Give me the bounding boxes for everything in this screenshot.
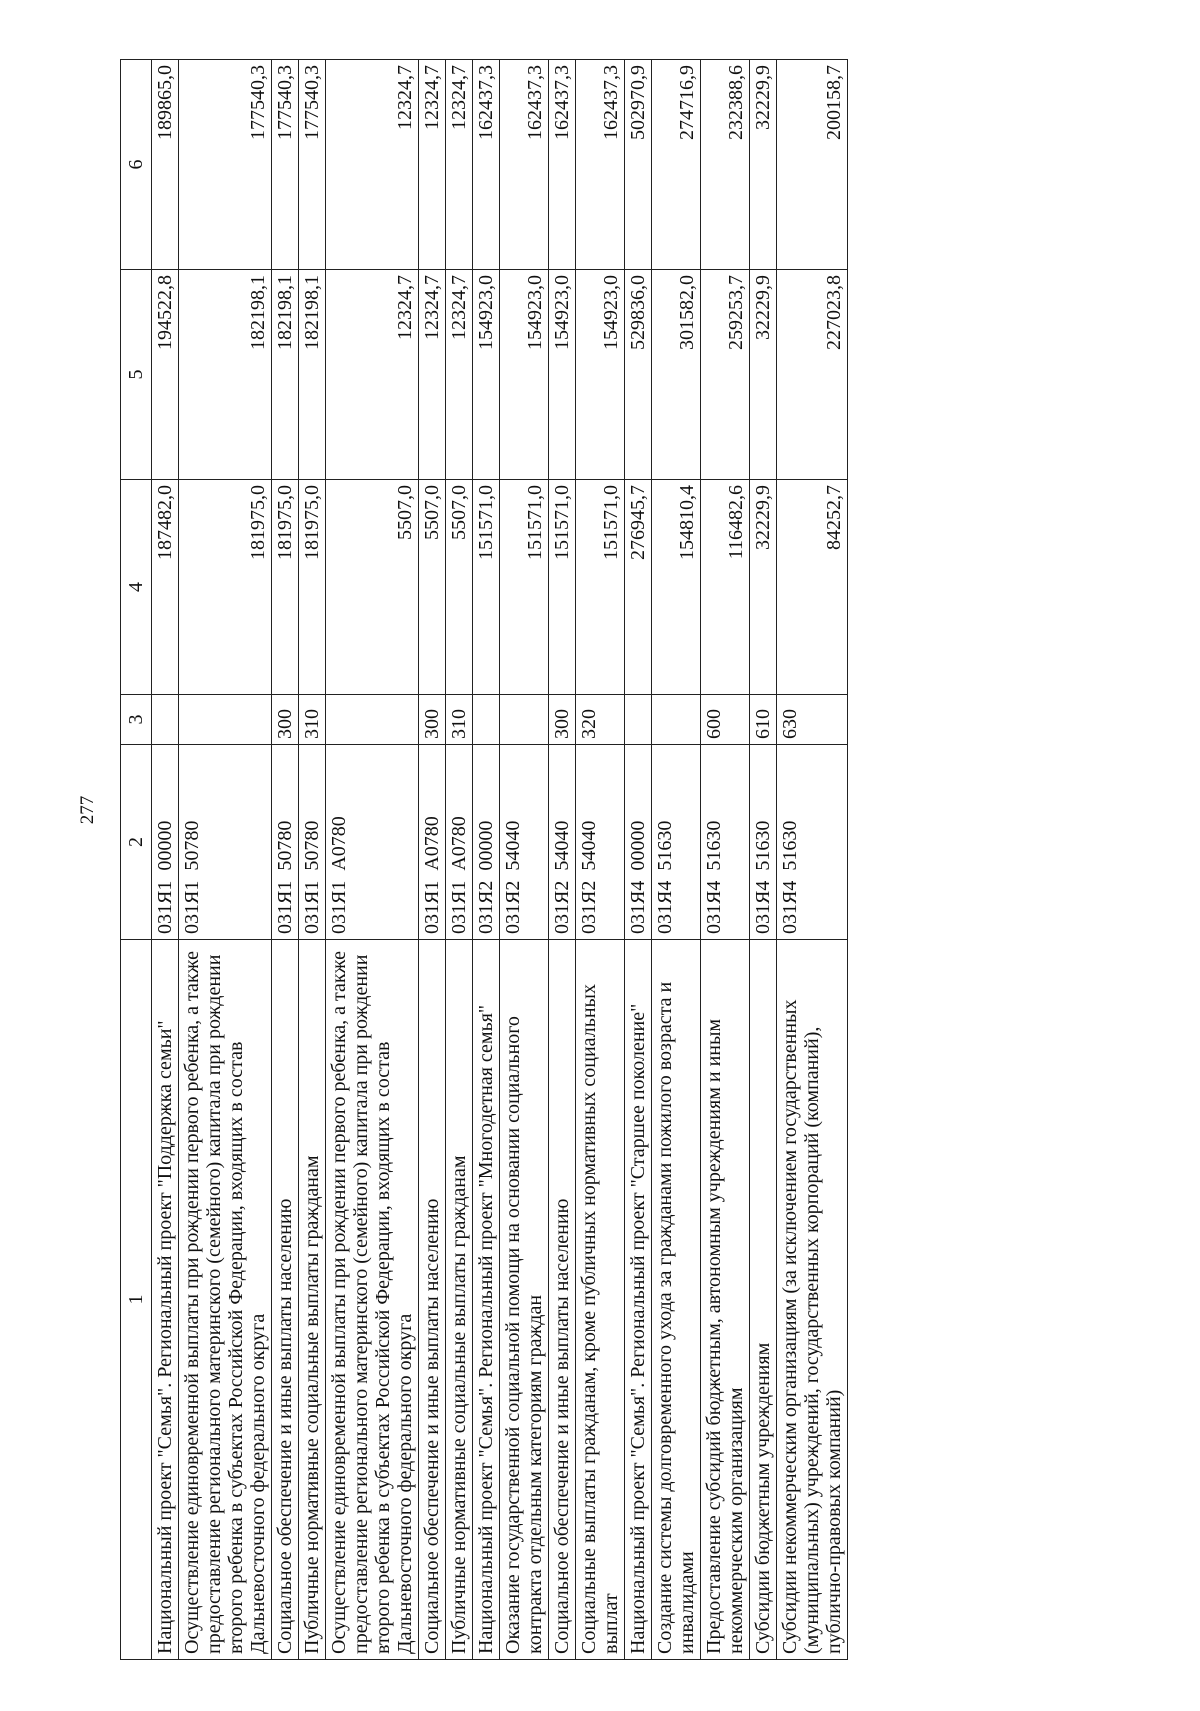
row-value-col6: 177540,3 — [272, 60, 299, 270]
row-value-col4: 154810,4 — [652, 480, 701, 695]
row-value-col6: 12324,7 — [419, 60, 446, 270]
row-value-col6: 12324,7 — [326, 60, 419, 270]
row-name: Осуществление единовременной выплаты при рождении первого ребенка, а также предоставление регионального материнского (семейного) капитала при рождении второго ребенка в субъектах Российской Федерации, входящих в состав Дальневосточного федерального округа — [326, 940, 419, 1660]
table-row — [500, 60, 549, 1660]
row-value-col6: 12324,7 — [446, 60, 473, 270]
row-target-code: 031Я1 50780 — [299, 745, 326, 940]
row-value-col5: 182198,1 — [179, 270, 272, 480]
row-target-code: 031Я2 54040 — [500, 745, 549, 940]
row-expense-type: 630 — [777, 695, 848, 745]
row-expense-type — [179, 695, 272, 745]
row-target-code: 031Я4 51630 — [750, 745, 777, 940]
row-value-col4: 181975,0 — [179, 480, 272, 695]
row-target-code: 031Я1 А0780 — [326, 745, 419, 940]
row-target-code: 031Я2 54040 — [549, 745, 576, 940]
row-value-col5: 154923,0 — [549, 270, 576, 480]
row-value-col4: 5507,0 — [326, 480, 419, 695]
table-row — [179, 60, 272, 1660]
row-value-col6: 232388,6 — [701, 60, 750, 270]
row-target-code: 031Я2 54040 — [576, 745, 625, 940]
row-expense-type: 300 — [419, 695, 446, 745]
col-header-3: 3 — [121, 695, 152, 745]
row-expense-type: 310 — [299, 695, 326, 745]
row-name: Социальное обеспечение и иные выплаты населению — [549, 940, 576, 1660]
row-value-col4: 151571,0 — [473, 480, 500, 695]
row-value-col5: 154923,0 — [473, 270, 500, 480]
row-value-col4: 116482,6 — [701, 480, 750, 695]
row-expense-type: 320 — [576, 695, 625, 745]
header-row — [121, 60, 152, 1660]
table-row — [473, 60, 500, 1660]
row-expense-type: 600 — [701, 695, 750, 745]
row-value-col6: 502970,9 — [625, 60, 652, 270]
row-expense-type: 300 — [549, 695, 576, 745]
table-row — [326, 60, 419, 1660]
row-name: Национальный проект "Семья". Региональный проект "Поддержка семьи" — [152, 940, 179, 1660]
row-expense-type: 310 — [446, 695, 473, 745]
table-row — [777, 60, 848, 1660]
table-row — [299, 60, 326, 1660]
row-expense-type — [326, 695, 419, 745]
row-value-col5: 182198,1 — [272, 270, 299, 480]
budget-table-container — [120, 60, 1080, 1660]
table-row — [152, 60, 179, 1660]
row-target-code: 031Я1 00000 — [152, 745, 179, 940]
row-name: Национальный проект "Семья". Региональный проект "Многодетная семья" — [473, 940, 500, 1660]
row-name: Публичные нормативные социальные выплаты гражданам — [299, 940, 326, 1660]
row-value-col5: 301582,0 — [652, 270, 701, 480]
row-value-col6: 200158,7 — [777, 60, 848, 270]
row-name: Национальный проект "Семья". Региональный проект "Старшее поколение" — [625, 940, 652, 1660]
col-header-6: 6 — [121, 60, 152, 270]
row-value-col6: 162437,3 — [473, 60, 500, 270]
row-value-col4: 181975,0 — [272, 480, 299, 695]
col-header-4: 4 — [121, 480, 152, 695]
table-row — [652, 60, 701, 1660]
row-name: Социальное обеспечение и иные выплаты населению — [419, 940, 446, 1660]
row-expense-type — [473, 695, 500, 745]
budget-table — [120, 59, 848, 1660]
row-value-col6: 162437,3 — [549, 60, 576, 270]
page-number: 277 — [77, 795, 98, 825]
row-target-code: 031Я1 50780 — [179, 745, 272, 940]
row-value-col6: 177540,3 — [179, 60, 272, 270]
row-value-col6: 189865,0 — [152, 60, 179, 270]
table-body — [152, 60, 848, 1660]
row-value-col5: 154923,0 — [500, 270, 549, 480]
row-target-code: 031Я1 А0780 — [419, 745, 446, 940]
row-name: Социальное обеспечение и иные выплаты населению — [272, 940, 299, 1660]
row-expense-type — [625, 695, 652, 745]
row-name: Субсидии бюджетным учреждениям — [750, 940, 777, 1660]
row-target-code: 031Я4 51630 — [652, 745, 701, 940]
table-row — [419, 60, 446, 1660]
row-target-code: 031Я1 А0780 — [446, 745, 473, 940]
row-value-col4: 181975,0 — [299, 480, 326, 695]
table-row — [549, 60, 576, 1660]
row-value-col5: 194522,8 — [152, 270, 179, 480]
row-value-col5: 32229,9 — [750, 270, 777, 480]
row-name: Осуществление единовременной выплаты при рождении первого ребенка, а также предоставление регионального материнского (семейного) капитала при рождении второго ребенка в субъектах Российской Федерации, входящих в состав Дальневосточного федерального округа — [179, 940, 272, 1660]
row-value-col5: 259253,7 — [701, 270, 750, 480]
col-header-2: 2 — [121, 745, 152, 940]
row-target-code: 031Я4 00000 — [625, 745, 652, 940]
row-name: Предоставление субсидий бюджетным, автономным учреждениям и иным некоммерческим организациям — [701, 940, 750, 1660]
row-value-col5: 529836,0 — [625, 270, 652, 480]
row-value-col4: 5507,0 — [419, 480, 446, 695]
row-value-col5: 12324,7 — [419, 270, 446, 480]
table-row — [272, 60, 299, 1660]
table-row — [701, 60, 750, 1660]
row-name: Субсидии некоммерческим организациям (за исключением государственных (муниципальных) учреждений, государственных корпораций (компаний), публично-правовых компаний) — [777, 940, 848, 1660]
row-name: Публичные нормативные социальные выплаты гражданам — [446, 940, 473, 1660]
row-value-col6: 177540,3 — [299, 60, 326, 270]
row-target-code: 031Я4 51630 — [777, 745, 848, 940]
table-row — [625, 60, 652, 1660]
row-value-col6: 162437,3 — [500, 60, 549, 270]
row-name: Создание системы долговременного ухода за гражданами пожилого возраста и инвалидами — [652, 940, 701, 1660]
row-value-col4: 32229,9 — [750, 480, 777, 695]
row-target-code: 031Я4 51630 — [701, 745, 750, 940]
row-value-col5: 12324,7 — [326, 270, 419, 480]
row-value-col5: 154923,0 — [576, 270, 625, 480]
table-row — [446, 60, 473, 1660]
row-value-col4: 151571,0 — [549, 480, 576, 695]
row-name: Оказание государственной социальной помощи на основании социального контракта отдельным категориям граждан — [500, 940, 549, 1660]
row-value-col6: 32229,9 — [750, 60, 777, 270]
row-value-col6: 274716,9 — [652, 60, 701, 270]
col-header-1: 1 — [121, 940, 152, 1660]
row-expense-type — [500, 695, 549, 745]
row-expense-type: 300 — [272, 695, 299, 745]
row-value-col5: 182198,1 — [299, 270, 326, 480]
row-value-col5: 12324,7 — [446, 270, 473, 480]
row-value-col4: 151571,0 — [500, 480, 549, 695]
col-header-5: 5 — [121, 270, 152, 480]
table-row — [576, 60, 625, 1660]
row-name: Социальные выплаты гражданам, кроме публичных нормативных социальных выплат — [576, 940, 625, 1660]
row-value-col4: 276945,7 — [625, 480, 652, 695]
row-value-col4: 5507,0 — [446, 480, 473, 695]
row-target-code: 031Я2 00000 — [473, 745, 500, 940]
row-expense-type — [652, 695, 701, 745]
row-target-code: 031Я1 50780 — [272, 745, 299, 940]
row-value-col4: 187482,0 — [152, 480, 179, 695]
table-row — [750, 60, 777, 1660]
row-value-col4: 84252,7 — [777, 480, 848, 695]
row-value-col4: 151571,0 — [576, 480, 625, 695]
row-value-col6: 162437,3 — [576, 60, 625, 270]
row-expense-type — [152, 695, 179, 745]
row-expense-type: 610 — [750, 695, 777, 745]
row-value-col5: 227023,8 — [777, 270, 848, 480]
